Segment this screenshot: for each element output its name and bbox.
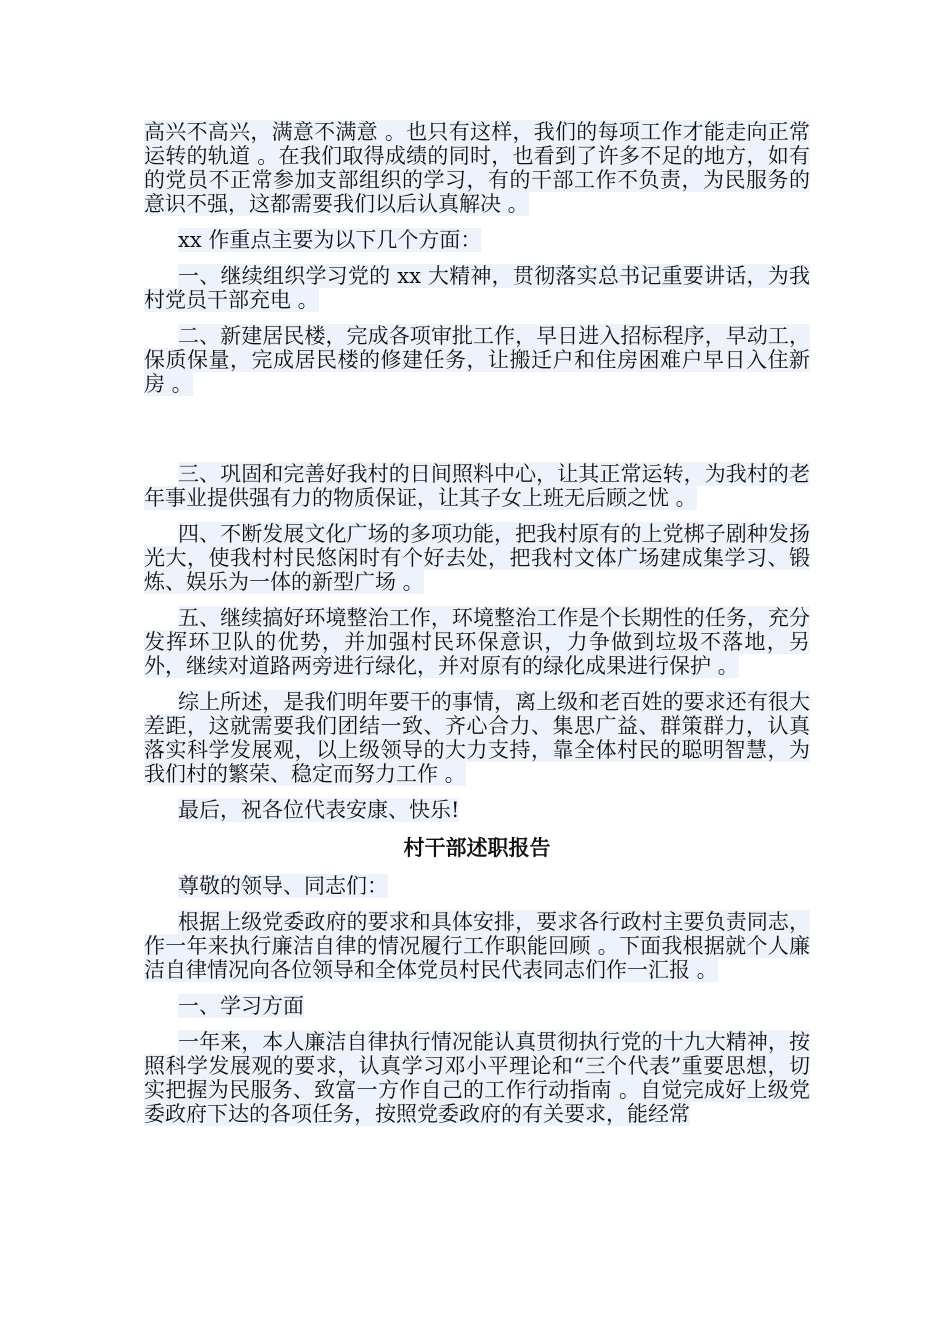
paragraph-summary: 综上所述，是我们明年要干的事情，离上级和老百姓的要求还有很大差距，这就需要我们团结一致、齐心合力、集思广益、群策群力，认真落实科学发展观，以上级领导的大力支持，靠全体村民的聪明智慧，为我们村的繁荣、稳定而努力工作 。: [144, 690, 810, 786]
paragraph-item-4: 四、不断发展文化广场的多项功能，把我村原有的上党梆子剧种发扬光大，使我村村民悠闲时有个好去处，把我村文体广场建成集学习、锻炼、娱乐为一体的新型广场 。: [144, 522, 810, 594]
paragraph-study-details: 一年来，本人廉洁自律执行情况能认真贯彻执行党的十九大精神，按照科学发展观的要求，认真学习邓小平理论和“三个代表”重要思想，切实把握为民服务、致富一方作自己的工作行动指南 。自觉完成好上级党委政府下达的各项任务，按照党委政府的有关要求，能经常: [144, 1030, 810, 1126]
paragraph-intro: 根据上级党委政府的要求和具体安排，要求各行政村主要负责同志，作一年来执行廉洁自律的情况履行工作职能回顾 。下面我根据就个人廉洁自律情况向各位领导和全体党员村民代表同志们作一汇报 。: [144, 910, 810, 982]
paragraph-continuation: 高兴不高兴，满意不满意 。也只有这样，我们的每项工作才能走向正常运转的轨道 。在我们取得成绩的同时，也看到了许多不足的地方，如有的党员不正常参加支部组织的学习，有的干部工作不负责，为民服务的意识不强，这都需要我们以后认真解决 。: [144, 120, 810, 216]
paragraph-work-focus: xx 作重点主要为以下几个方面：: [178, 228, 482, 252]
paragraph-item-2: 二、新建居民楼，完成各项审批工作，早日进入招标程序，早动工，保质保量，完成居民楼的修建任务，让搬迁户和住房困难户早日入住新房 。: [144, 324, 810, 396]
paragraph-item-1: 一、继续组织学习党的 xx 大精神，贯彻落实总书记重要讲话，为我村党员干部充电 。: [144, 264, 810, 312]
report-title: 村干部述职报告: [403, 835, 551, 860]
paragraph-item-3: 三、巩固和完善好我村的日间照料中心，让其正常运转，为我村的老年事业提供强有力的物质保证，让其子女上班无后顾之忧 。: [144, 462, 810, 510]
paragraph-closing: 最后，祝各位代表安康、快乐!: [178, 798, 460, 822]
paragraph-gap: [144, 408, 810, 462]
paragraph-item-5: 五、继续搞好环境整治工作，环境整治工作是个长期性的任务，充分发挥环卫队的优势，并加强村民环保意识，力争做到垃圾不落地，另外，继续对道路两旁进行绿化，并对原有的绿化成果进行保护 。: [144, 606, 810, 678]
section-heading-study: 一、学习方面: [178, 994, 304, 1018]
paragraph-salutation: 尊敬的领导、同志们：: [178, 874, 388, 898]
document-page: [144, 120, 810, 1138]
